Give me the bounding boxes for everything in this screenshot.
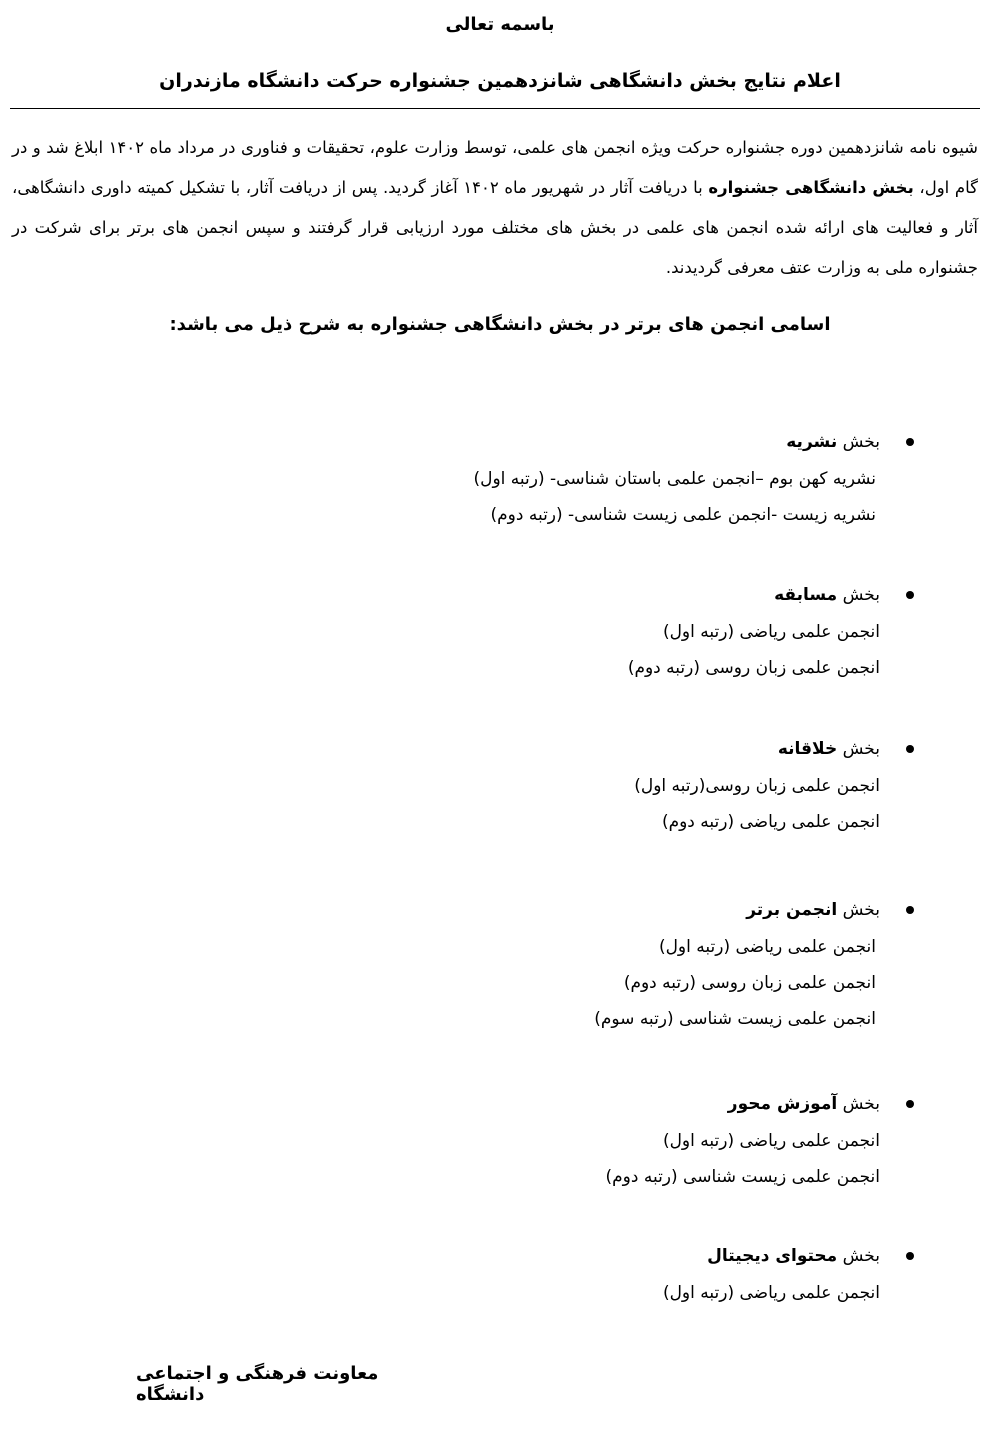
section-entries (260, 614, 880, 686)
section-prefix: بخش (837, 1246, 880, 1266)
section-heading (260, 734, 880, 764)
section-prefix: بخش (837, 739, 880, 759)
list-item: نشریه کهن بوم –انجمن علمی باستان شناسی- (رتبه اول) (473, 469, 876, 489)
list-item: انجمن علمی زبان روسی (رتبه دوم) (623, 973, 876, 993)
invocation-heading: باسمه تعالی (445, 14, 555, 35)
section-education-oriented (260, 1089, 880, 1195)
intro-text-part2: با دریافت آثار در شهریور ماه ۱۴۰۲ آغاز گردید. پس از دریافت آثار، با تشکیل کمیته داوری دانشگاهی، آثار و فعالیت های ارائه شده انجمن های علمی در بخش های مختلف مورد ارزیابی قرار گرفتند و سپس انجمن های برتر برای شرکت در جشنواره ملی به وزارت عتف معرفی گردیدند. (12, 178, 978, 277)
list-item: انجمن علمی ریاضی (رتبه اول) (658, 937, 876, 957)
section-prefix: بخش (837, 900, 880, 920)
section-heading (260, 1089, 880, 1119)
section-prefix: بخش (837, 1094, 880, 1114)
title-divider (10, 108, 980, 109)
section-digital-content (260, 1241, 880, 1311)
intro-bold-phrase: بخش دانشگاهی جشنواره (708, 178, 914, 197)
page-title: اعلام نتایج بخش دانشگاهی شانزدهمین جشنواره حرکت دانشگاه مازندران (159, 70, 841, 92)
list-item: انجمن علمی ریاضی (رتبه اول) (662, 1283, 880, 1303)
section-heading (260, 895, 880, 925)
section-entries (260, 1275, 880, 1311)
section-name: مسابقه (774, 585, 838, 605)
section-prefix: بخش (837, 432, 880, 452)
section-competition (260, 580, 880, 686)
section-entries (260, 461, 880, 533)
list-item: انجمن علمی ریاضی (رتبه اول) (662, 622, 880, 642)
section-heading (260, 427, 880, 457)
section-heading (260, 580, 880, 610)
section-name: نشریه (786, 432, 838, 452)
section-entries (260, 1123, 880, 1195)
intro-text-part1: شیوه نامه شانزدهمین دوره جشنواره حرکت ویژه انجمن های علمی، توسط وزارت علوم، تحقیقات و فناوری در مرداد ماه ۱۴۰۲ ابلاغ شد و در گام اول، (12, 138, 978, 197)
intro-paragraph (12, 128, 978, 288)
section-prefix: بخش (837, 585, 880, 605)
list-item: انجمن علمی ریاضی (رتبه دوم) (661, 812, 880, 832)
bullet-icon (906, 438, 914, 446)
section-name: آموزش محور (727, 1094, 838, 1114)
signature: معاونت فرهنگی و اجتماعی دانشگاه (136, 1363, 379, 1405)
winners-list-heading: اسامی انجمن های برتر در بخش دانشگاهی جشنواره به شرح ذیل می باشد: (169, 314, 831, 335)
list-item: انجمن علمی زیست شناسی (رتبه دوم) (605, 1167, 880, 1187)
bullet-icon (906, 906, 914, 914)
section-top-association (260, 895, 880, 1037)
section-name: انجمن برتر (746, 900, 838, 920)
list-item: نشریه زیست -انجمن علمی زیست شناسی- (رتبه دوم) (490, 505, 876, 525)
section-name: محتوای دیجیتال (707, 1246, 838, 1266)
bullet-icon (906, 1252, 914, 1260)
section-name: خلاقانه (777, 739, 838, 759)
bullet-icon (906, 1100, 914, 1108)
list-item: انجمن علمی زبان روسی(رتبه اول) (634, 776, 880, 796)
section-creative (260, 734, 880, 840)
section-publication (260, 427, 880, 533)
bullet-icon (906, 745, 914, 753)
list-item: انجمن علمی زیست شناسی (رتبه سوم) (594, 1009, 876, 1029)
list-item: انجمن علمی ریاضی (رتبه اول) (662, 1131, 880, 1151)
section-entries (260, 768, 880, 840)
section-entries (260, 929, 880, 1037)
list-item: انجمن علمی زبان روسی (رتبه دوم) (627, 658, 880, 678)
bullet-icon (906, 591, 914, 599)
section-heading (260, 1241, 880, 1271)
